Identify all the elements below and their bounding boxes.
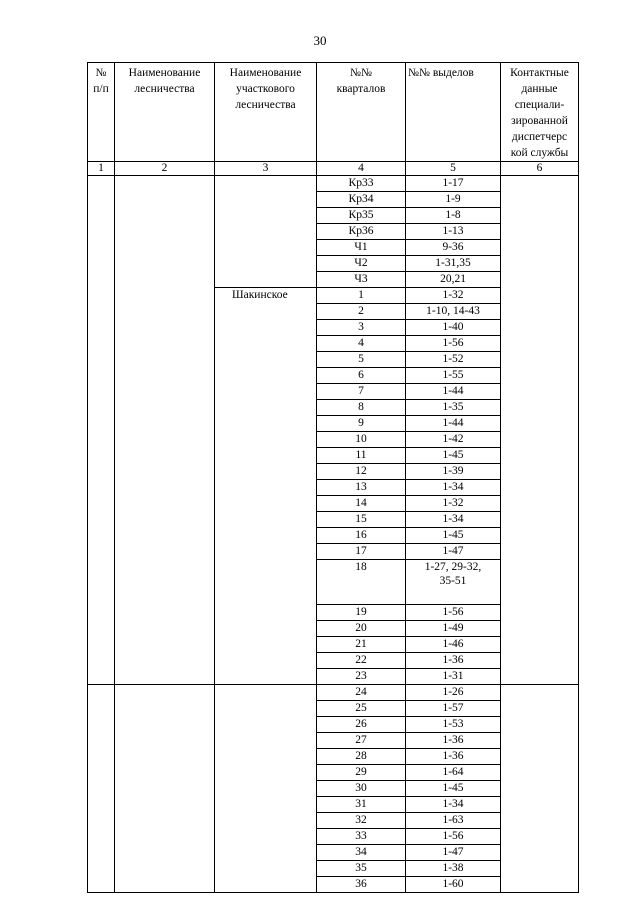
quarter-number: Кр36 (317, 224, 406, 240)
forestry-cell (115, 685, 215, 893)
allotment-numbers: 1-8 (406, 208, 501, 224)
quarter-number: 21 (317, 637, 406, 653)
allotment-numbers: 1-63 (406, 813, 501, 829)
quarter-number: 36 (317, 877, 406, 893)
allotment-numbers: 1-34 (406, 512, 501, 528)
quarter-number: 11 (317, 448, 406, 464)
allotment-numbers: 20,21 (406, 272, 501, 288)
quarter-number: 12 (317, 464, 406, 480)
quarter-number: Кр35 (317, 208, 406, 224)
quarter-number: 8 (317, 400, 406, 416)
forestry-cell (115, 176, 215, 685)
allotment-numbers: 1-64 (406, 765, 501, 781)
allotment-numbers: 1-32 (406, 288, 501, 304)
quarter-number: 15 (317, 512, 406, 528)
contact-cell (501, 685, 579, 893)
quarter-number: 6 (317, 368, 406, 384)
allotment-numbers: 1-57 (406, 701, 501, 717)
allotment-numbers: 1-56 (406, 605, 501, 621)
quarter-number: 26 (317, 717, 406, 733)
quarter-number: 13 (317, 480, 406, 496)
column-number: 6 (501, 162, 579, 176)
quarter-number: 5 (317, 352, 406, 368)
quarter-number: 34 (317, 845, 406, 861)
district-cell (215, 685, 317, 893)
quarter-number: 19 (317, 605, 406, 621)
number-cell (88, 176, 115, 685)
allotment-numbers: 1-40 (406, 320, 501, 336)
allotment-numbers: 1-45 (406, 781, 501, 797)
header-col6: Контактные данные специали- зированной диспетчерс кой службы (501, 63, 579, 162)
allotment-numbers: 1-45 (406, 528, 501, 544)
allotment-numbers: 1-36 (406, 653, 501, 669)
header-col1: № п/п (88, 63, 115, 162)
column-numbers-row (88, 162, 579, 176)
allotment-numbers: 1-44 (406, 416, 501, 432)
quarter-number: 25 (317, 701, 406, 717)
quarter-number: 33 (317, 829, 406, 845)
quarter-number: Кр33 (317, 176, 406, 192)
allotment-numbers: 1-34 (406, 797, 501, 813)
quarter-number: Ч3 (317, 272, 406, 288)
table-row (88, 685, 579, 701)
header-col5: №№ выделов (406, 63, 501, 162)
allotment-numbers: 1-13 (406, 224, 501, 240)
allotment-numbers: 1-42 (406, 432, 501, 448)
quarter-number: 27 (317, 733, 406, 749)
district-name: Шакинское (215, 288, 317, 685)
allotment-numbers: 1-31 (406, 669, 501, 685)
allotment-numbers: 1-55 (406, 368, 501, 384)
allotment-numbers: 1-27, 29-32, 35-51 (406, 560, 501, 605)
allotment-numbers: 1-39 (406, 464, 501, 480)
column-number: 4 (317, 162, 406, 176)
allotment-numbers: 1-17 (406, 176, 501, 192)
header-col4: №№ кварталов (317, 63, 406, 162)
allotment-numbers: 1-35 (406, 400, 501, 416)
district-cell (215, 176, 317, 288)
column-number: 1 (88, 162, 115, 176)
quarter-number: 20 (317, 621, 406, 637)
quarter-number: 3 (317, 320, 406, 336)
page-number: 30 (313, 33, 327, 48)
header-col3: Наименование участкового лесничества (215, 63, 317, 162)
allotment-numbers: 9-36 (406, 240, 501, 256)
quarter-number: 16 (317, 528, 406, 544)
quarter-number: 23 (317, 669, 406, 685)
allotment-numbers: 1-38 (406, 861, 501, 877)
column-number: 5 (406, 162, 501, 176)
number-cell (88, 685, 115, 893)
allotment-numbers: 1-32 (406, 496, 501, 512)
quarter-number: 2 (317, 304, 406, 320)
quarter-number: 10 (317, 432, 406, 448)
quarter-number: 9 (317, 416, 406, 432)
quarter-number: 18 (317, 560, 406, 605)
quarter-number: 24 (317, 685, 406, 701)
allotment-numbers: 1-45 (406, 448, 501, 464)
column-number: 3 (215, 162, 317, 176)
quarter-number: Кр34 (317, 192, 406, 208)
quarter-number: 17 (317, 544, 406, 560)
allotment-numbers: 1-36 (406, 749, 501, 765)
quarter-number: Ч2 (317, 256, 406, 272)
allotment-numbers: 1-10, 14-43 (406, 304, 501, 320)
allotment-numbers: 1-52 (406, 352, 501, 368)
quarter-number: 14 (317, 496, 406, 512)
contact-cell (501, 176, 579, 685)
quarter-number: 28 (317, 749, 406, 765)
table-row (88, 176, 579, 192)
allotment-numbers: 1-53 (406, 717, 501, 733)
quarters-table (87, 62, 579, 893)
allotment-numbers: 1-9 (406, 192, 501, 208)
header-col2: Наименование лесничества (115, 63, 215, 162)
allotment-numbers: 1-60 (406, 877, 501, 893)
quarter-number: Ч1 (317, 240, 406, 256)
allotment-numbers: 1-56 (406, 336, 501, 352)
quarter-number: 1 (317, 288, 406, 304)
allotment-numbers: 1-46 (406, 637, 501, 653)
allotment-numbers: 1-44 (406, 384, 501, 400)
allotment-numbers: 1-47 (406, 544, 501, 560)
allotment-numbers: 1-47 (406, 845, 501, 861)
allotment-numbers: 1-36 (406, 733, 501, 749)
quarter-number: 22 (317, 653, 406, 669)
quarter-number: 29 (317, 765, 406, 781)
table-header-row (88, 63, 579, 162)
quarter-number: 32 (317, 813, 406, 829)
allotment-numbers: 1-56 (406, 829, 501, 845)
column-number: 2 (115, 162, 215, 176)
quarter-number: 35 (317, 861, 406, 877)
allotment-numbers: 1-34 (406, 480, 501, 496)
allotment-numbers: 1-31,35 (406, 256, 501, 272)
quarter-number: 30 (317, 781, 406, 797)
quarter-number: 4 (317, 336, 406, 352)
quarter-number: 31 (317, 797, 406, 813)
allotment-numbers: 1-49 (406, 621, 501, 637)
quarter-number: 7 (317, 384, 406, 400)
allotment-numbers: 1-26 (406, 685, 501, 701)
